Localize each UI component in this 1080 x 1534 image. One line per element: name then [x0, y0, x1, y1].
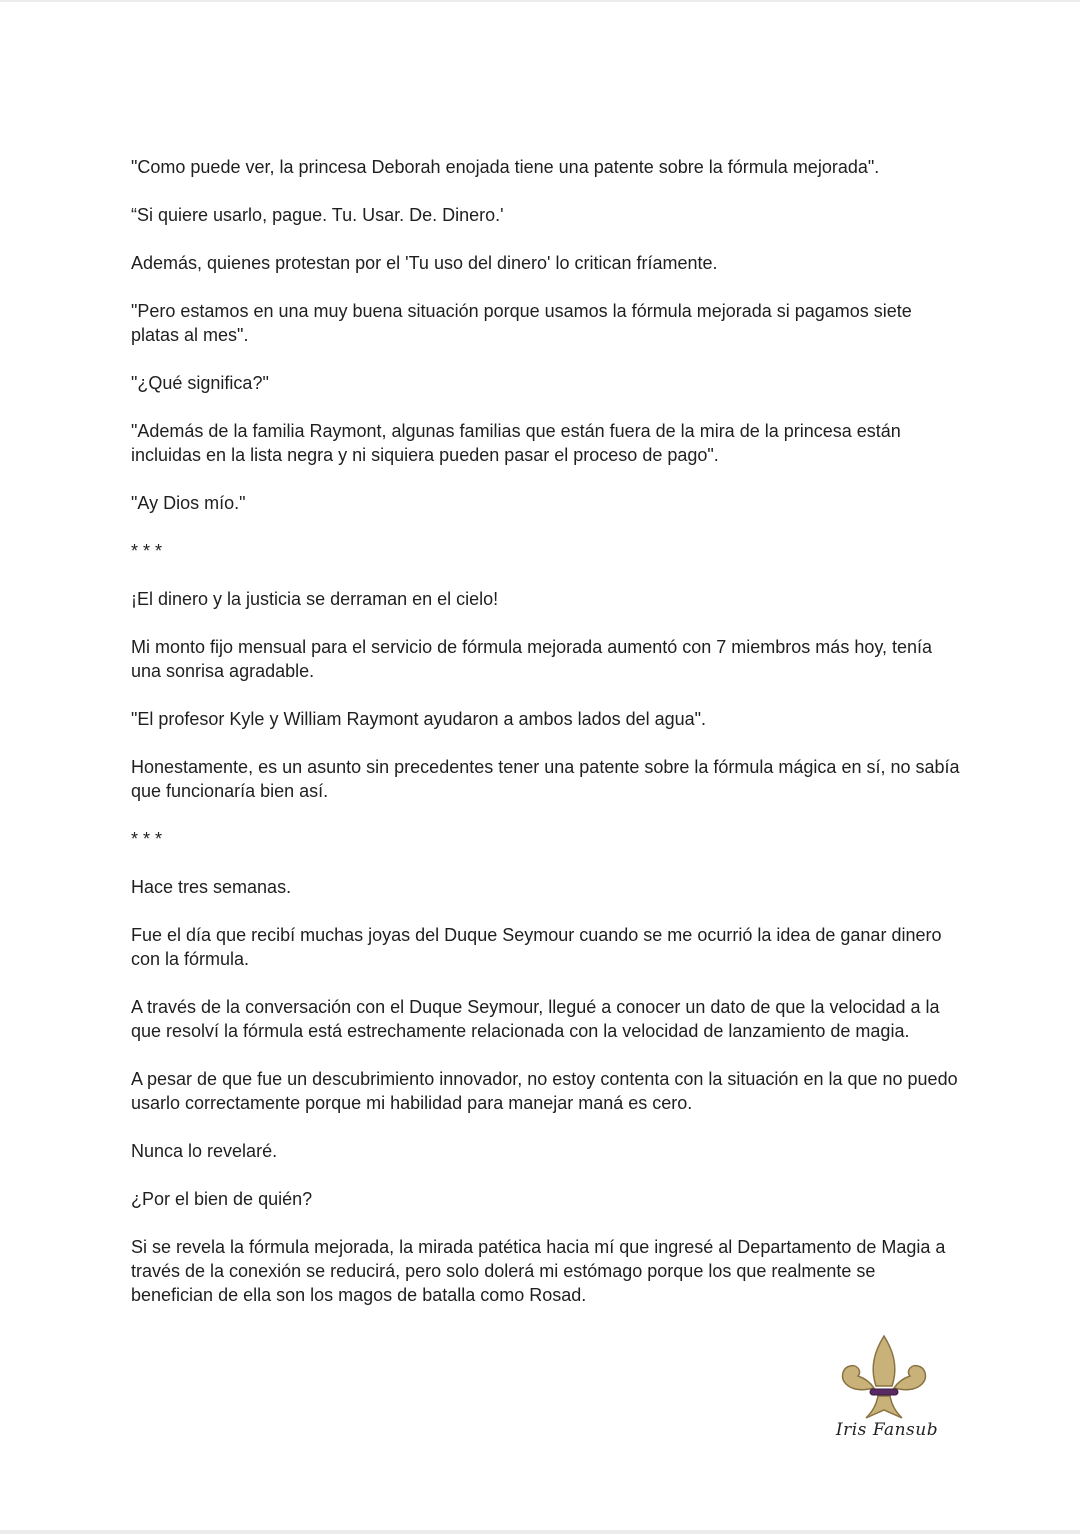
paragraph: Hace tres semanas. — [131, 877, 292, 897]
paragraph: Honestamente, es un asunto sin precedentes tener una patente sobre la fórmula mágica en sí, no sabía que funcionaría bien así. — [131, 757, 960, 801]
paragraph: “Si quiere usarlo, pague. Tu. Usar. De. Dinero.' — [131, 205, 504, 225]
paragraph: Fue el día que recibí muchas joyas del Duque Seymour cuando se me ocurrió la idea de ganar dinero con la fórmula. — [131, 925, 942, 969]
paragraph: A pesar de que fue un descubrimiento innovador, no estoy contenta con la situación en la que no puedo usarlo correctamente porque mi habilidad para manejar maná es cero. — [131, 1069, 958, 1113]
paragraph: ¡El dinero y la justicia se derraman en el cielo! — [131, 589, 499, 609]
paragraph: "Además de la familia Raymont, algunas familias que están fuera de la mira de la princesa están incluidas en la lista negra y ni siquiera pueden pasar el proceso de pago". — [131, 421, 901, 465]
paragraph: "¿Qué significa?" — [131, 373, 269, 393]
paragraph: Nunca lo revelaré. — [131, 1141, 278, 1161]
paragraph: Si se revela la fórmula mejorada, la mirada patética hacia mí que ingresé al Departamento de Magia a través de la conexión se reducirá, pero solo dolerá mi estómago porque los que realmente se benefician de ella son los magos de batalla como Rosad. — [131, 1237, 946, 1305]
paragraph: Mi monto fijo mensual para el servicio de fórmula mejorada aumentó con 7 miembros más hoy, tenía una sonrisa agradable. — [131, 637, 933, 681]
scene-break: * * * — [131, 541, 163, 561]
watermark-text: Iris Fansub — [835, 1420, 939, 1440]
paragraph: "Pero estamos en una muy buena situación porque usamos la fórmula mejorada si pagamos siete platas al mes". — [131, 301, 912, 345]
document-body — [131, 155, 961, 1331]
paragraph: "El profesor Kyle y William Raymont ayudaron a ambos lados del agua". — [131, 709, 707, 729]
paragraph: "Como puede ver, la princesa Deborah enojada tiene una patente sobre la fórmula mejorada". — [131, 157, 880, 177]
scene-break: * * * — [131, 829, 163, 849]
page-edge — [0, 1530, 1080, 1534]
paragraph: "Ay Dios mío." — [131, 493, 246, 513]
paragraph: ¿Por el bien de quién? — [131, 1189, 313, 1209]
fleur-de-lis-icon — [836, 1334, 932, 1426]
paragraph: Además, quienes protestan por el 'Tu uso del dinero' lo critican fríamente. — [131, 253, 718, 273]
paragraph: A través de la conversación con el Duque Seymour, llegué a conocer un dato de que la velocidad a la que resolví la fórmula está estrechamente relacionada con la velocidad de lanzamiento de magia. — [131, 997, 940, 1041]
watermark-logo — [832, 1334, 942, 1449]
